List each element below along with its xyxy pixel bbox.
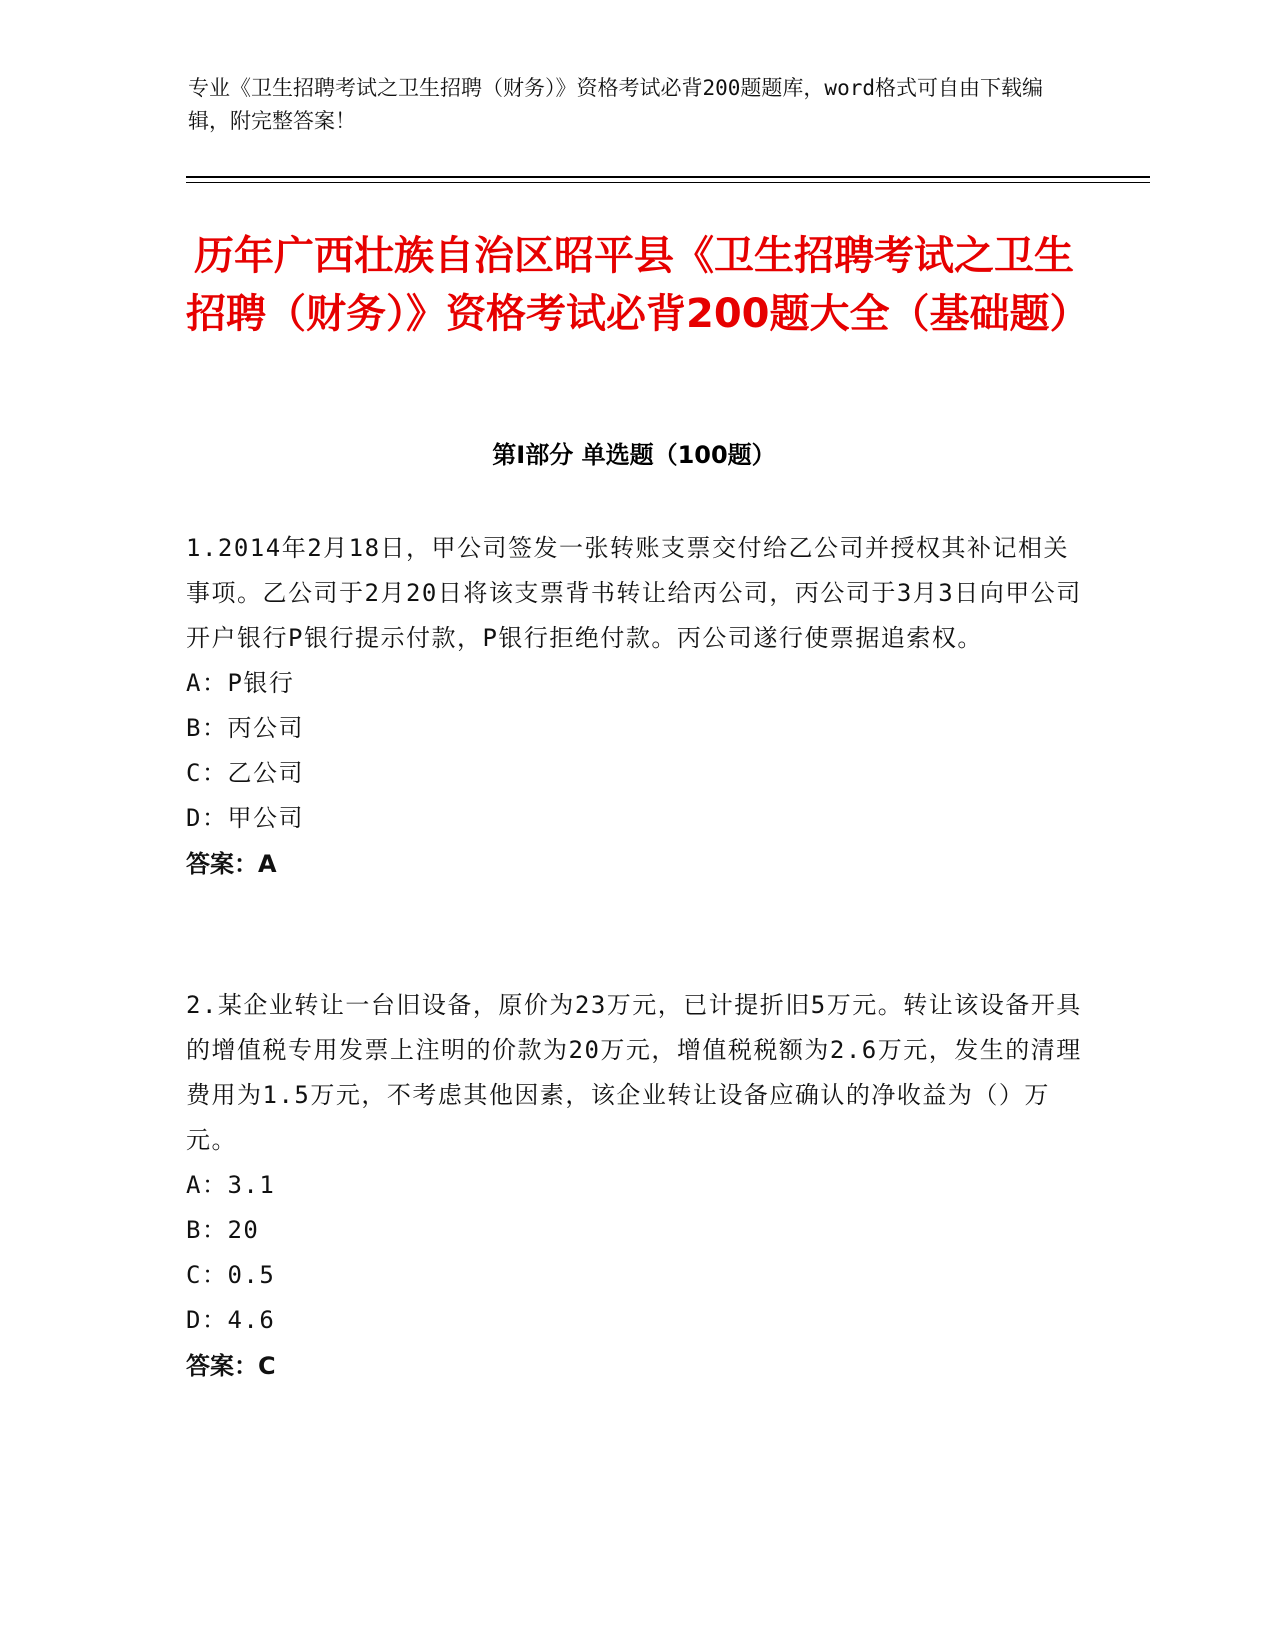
question-1: [186, 526, 1086, 887]
question-2: [186, 983, 1086, 1389]
option-a: A：P银行: [186, 669, 295, 697]
question-stem: 1.2014年2月18日，甲公司签发一张转账支票交付给乙公司并授权其补记相关事项。乙公司于2月20日将该支票背书转让给丙公司，丙公司于3月3日向甲公司开户银行P银行提示付款，P银行拒绝付款。丙公司遂行使票据追索权。: [186, 534, 1082, 652]
option-c: C：0.5: [186, 1261, 276, 1289]
option-d: D：甲公司: [186, 804, 304, 832]
header-divider-thin: [186, 182, 1150, 183]
option-b: B：丙公司: [186, 714, 304, 742]
answer: 答案：A: [186, 850, 277, 878]
option-a: A：3.1: [186, 1171, 276, 1199]
section-title: 第Ⅰ部分 单选题（100题）: [492, 441, 776, 469]
option-c: C：乙公司: [186, 759, 304, 787]
option-b: B：20: [186, 1216, 260, 1244]
option-d: D：4.6: [186, 1306, 276, 1334]
document-title: 历年广西壮族自治区昭平县《卫生招聘考试之卫生招聘（财务）》资格考试必背200题大全（基础题）: [186, 233, 1090, 337]
answer: 答案：C: [186, 1352, 276, 1380]
question-stem: 2.某企业转让一台旧设备，原价为23万元，已计提折旧5万元。转让该设备开具的增值税专用发票上注明的价款为20万元，增值税税额为2.6万元，发生的清理费用为1.5万元，不考虑其他因素，该企业转让设备应确认的净收益为（）万元。: [186, 991, 1082, 1154]
header-note: 专业《卫生招聘考试之卫生招聘（财务）》资格考试必背200题题库，word格式可自由下载编辑，附完整答案！: [188, 76, 1043, 133]
header-divider-thick: [186, 176, 1150, 178]
